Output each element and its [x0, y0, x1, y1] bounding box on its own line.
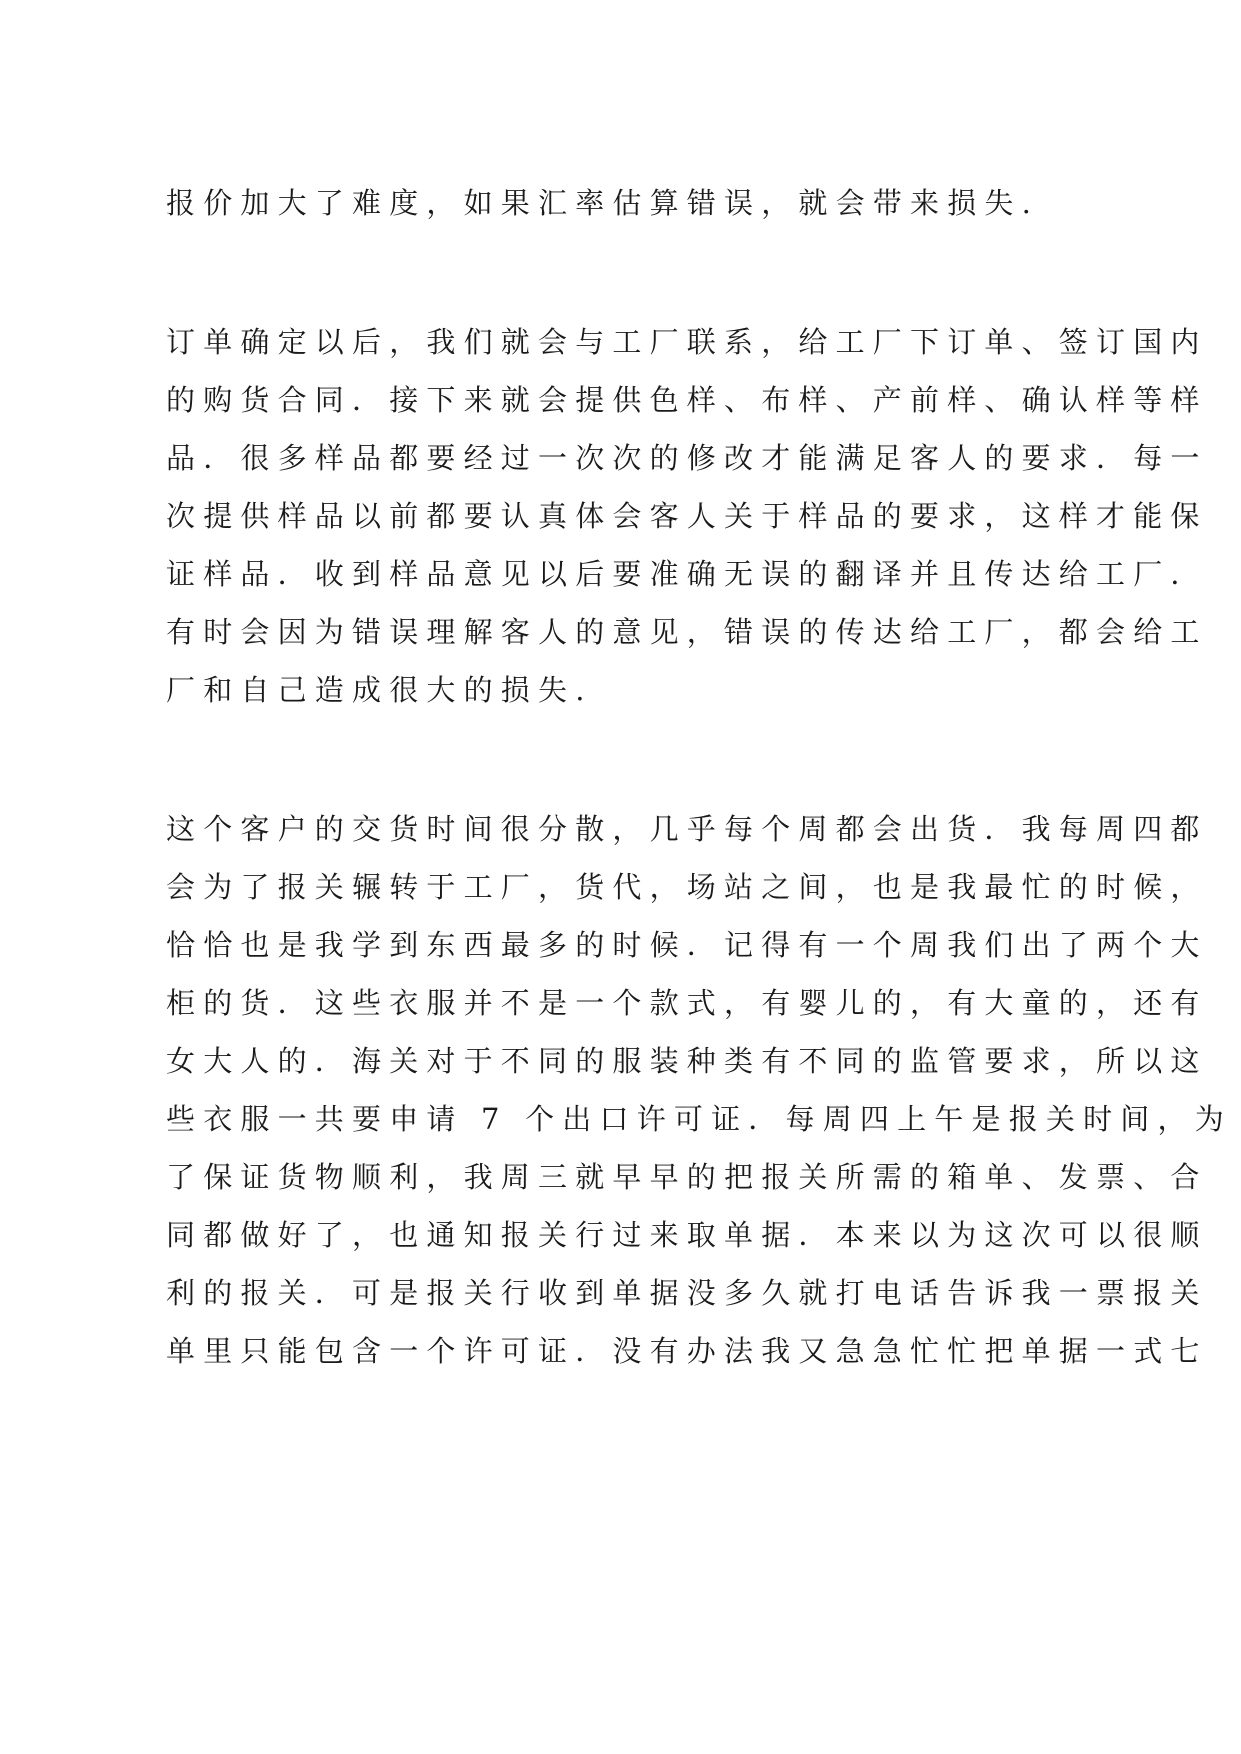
paragraph-2-line-5: 证样品．收到样品意见以后要准确无误的翻译并且传达给工厂．	[166, 557, 1208, 591]
paragraph-2-line-6: 有时会因为错误理解客人的意见，错误的传达给工厂，都会给工	[166, 615, 1208, 649]
paragraph-3-line-8: 同都做好了，也通知报关行过来取单据．本来以为这次可以很顺	[166, 1218, 1208, 1252]
paragraph-3-line-3: 恰恰也是我学到东西最多的时候．记得有一个周我们出了两个大	[166, 928, 1208, 962]
paragraph-2-line-2: 的购货合同．接下来就会提供色样、布样、产前样、确认样等样	[166, 383, 1208, 417]
paragraph-3-line-7: 了保证货物顺利，我周三就早早的把报关所需的箱单、发票、合	[166, 1160, 1208, 1194]
paragraph-3-line-5: 女大人的．海关对于不同的服装种类有不同的监管要求，所以这	[166, 1044, 1208, 1078]
paragraph-3-line-6: 些衣服一共要申请 7 个出口许可证．每周四上午是报关时间，为	[166, 1102, 1232, 1136]
paragraph-2-line-3: 品．很多样品都要经过一次次的修改才能满足客人的要求．每一	[166, 441, 1208, 475]
paragraph-1-line-1: 报价加大了难度，如果汇率估算错误，就会带来损失.	[166, 186, 1040, 220]
paragraph-3-line-9: 利的报关．可是报关行收到单据没多久就打电话告诉我一票报关	[166, 1276, 1208, 1310]
paragraph-3-line-10: 单里只能包含一个许可证．没有办法我又急急忙忙把单据一式七	[166, 1334, 1208, 1368]
paragraph-2-line-4: 次提供样品以前都要认真体会客人关于样品的要求，这样才能保	[166, 499, 1208, 533]
paragraph-2-line-7: 厂和自己造成很大的损失.	[166, 673, 593, 707]
paragraph-3-line-4: 柜的货．这些衣服并不是一个款式，有婴儿的，有大童的，还有	[166, 986, 1208, 1020]
paragraph-3-line-2: 会为了报关辗转于工厂，货代，场站之间，也是我最忙的时候，	[166, 870, 1208, 904]
paragraph-3-line-1: 这个客户的交货时间很分散，几乎每个周都会出货．我每周四都	[166, 812, 1208, 846]
paragraph-2-line-1: 订单确定以后，我们就会与工厂联系，给工厂下订单、签订国内	[166, 325, 1208, 359]
